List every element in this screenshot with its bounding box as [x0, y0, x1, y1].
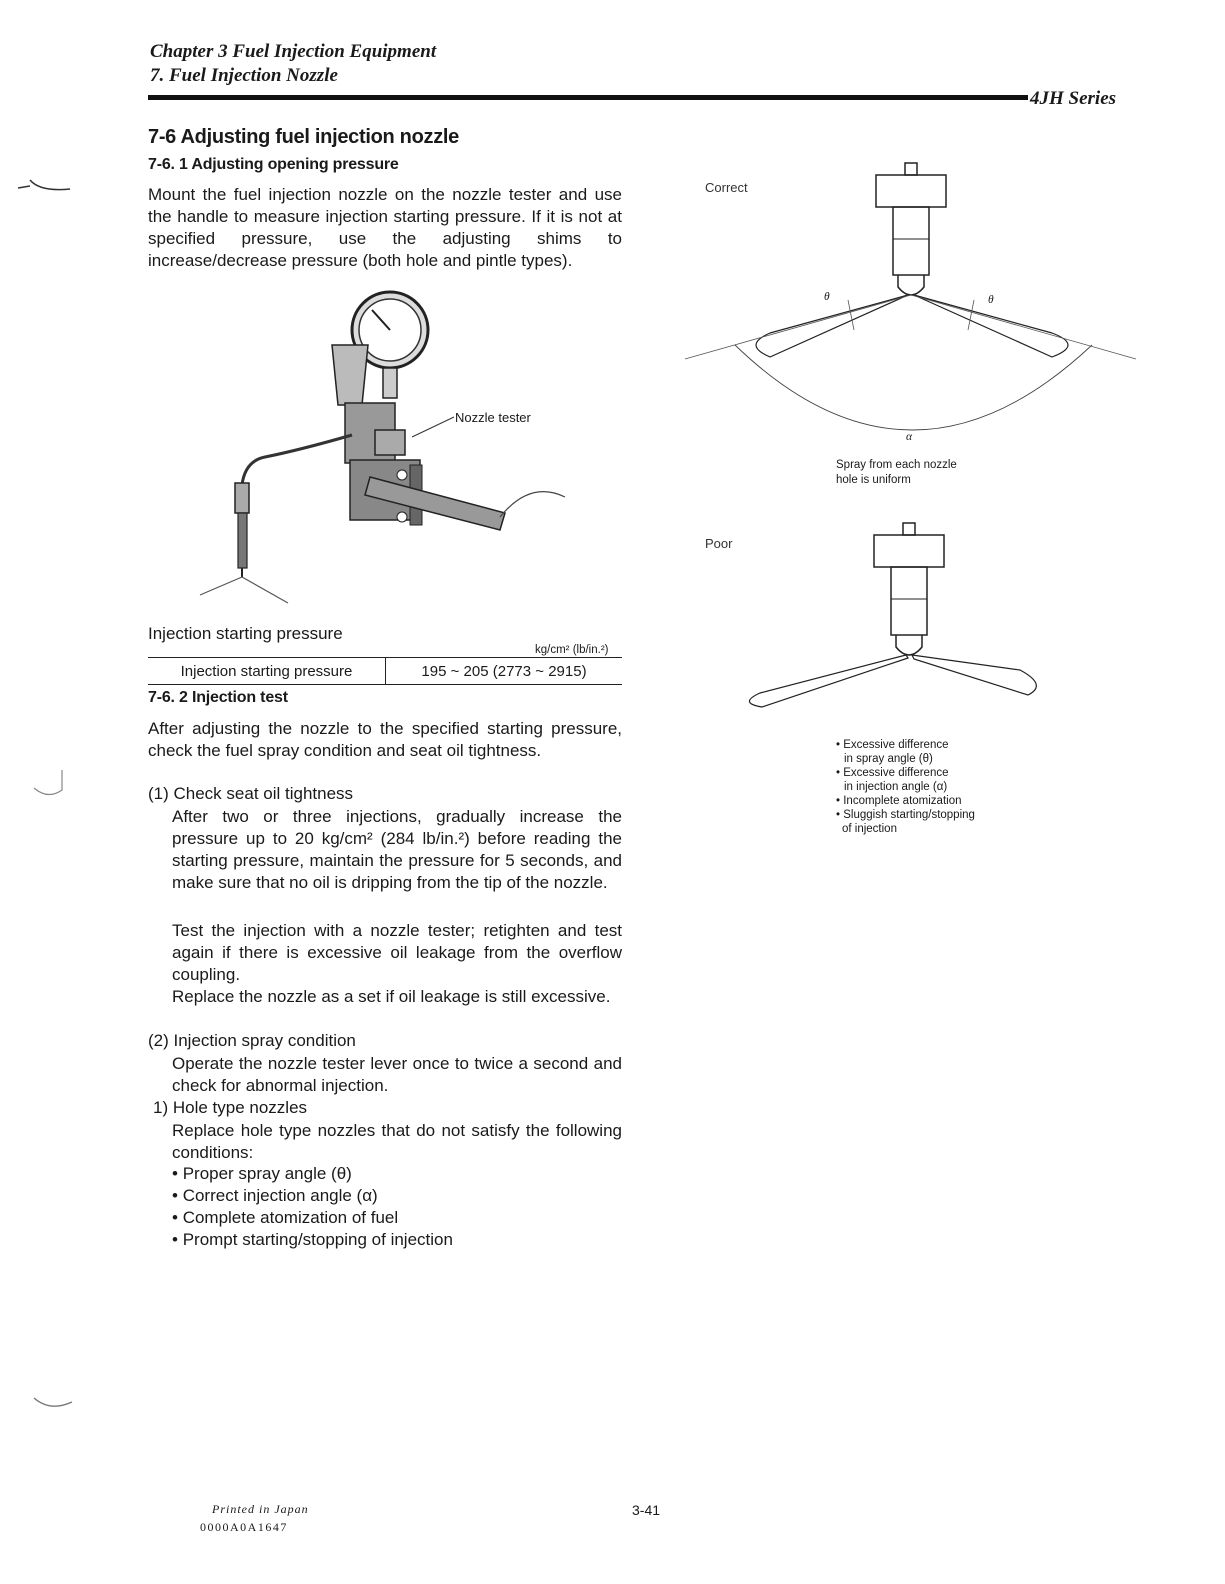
list-item: • Correct injection angle (α)	[172, 1185, 622, 1207]
item1-paragraph-3: Replace the nozzle as a set if oil leakage is still excessive.	[172, 987, 611, 1006]
poor-item: • Excessive difference	[836, 739, 949, 751]
poor-item: in spray angle (θ)	[844, 753, 933, 765]
poor-item: • Sluggish starting/stopping	[836, 809, 975, 821]
list-item: • Proper spray angle (θ)	[172, 1163, 622, 1185]
paragraph-injection-intro: After adjusting the nozzle to the specified starting pressure, check the fuel spray condition and seat oil tightness.	[148, 719, 622, 760]
alpha-label: α	[906, 431, 913, 443]
conditions-list	[172, 1163, 622, 1251]
poor-item: • Incomplete atomization	[836, 795, 962, 807]
item1-title: (1) Check seat oil tightness	[148, 784, 354, 803]
chapter-title: Chapter 3 Fuel Injection Equipment	[150, 41, 437, 62]
item2-sub-paragraph: Replace hole type nozzles that do not satisfy the following conditions:	[172, 1121, 622, 1162]
subsection-heading-1: 7-6. 1 Adjusting opening pressure	[148, 156, 399, 173]
correct-label: Correct	[705, 180, 748, 195]
item1-paragraph-1: After two or three injections, gradually increase the pressure up to 20 kg/cm² (284 lb/in.²) before reading the starting pressure, maintain the pressure for 5 seconds, and make sure that no oil is dripping from the tip of the nozzle.	[172, 807, 622, 892]
paragraph-opening-pressure: Mount the fuel injection nozzle on the nozzle tester and use the handle to measure injection starting pressure. If it is not at specified pressure, use the adjusting shims to increase/decrease pressure (both hole and pintle types).	[148, 185, 622, 270]
item2-paragraph: Operate the nozzle tester lever once to twice a second and check for abnormal injection.	[172, 1054, 622, 1095]
printed-in-japan: Printed in Japan	[212, 1502, 309, 1516]
page-number: 3-41	[632, 1502, 661, 1518]
item1-paragraph-2: Test the injection with a nozzle tester; retighten and test again if there is excessive oil leakage from the overflow coupling.	[172, 921, 622, 984]
item2-sub-title: 1) Hole type nozzles	[153, 1098, 308, 1117]
correct-caption-1: Spray from each nozzle	[836, 459, 957, 471]
correct-spray-diagram	[680, 155, 1140, 455]
binding-marks	[0, 0, 90, 1584]
series-label: 4JH Series	[1030, 88, 1117, 109]
spec-caption: Injection starting pressure	[148, 624, 343, 643]
section-title: 7. Fuel Injection Nozzle	[150, 65, 338, 86]
spec-row-value: 195 ~ 205 (2773 ~ 2915)	[386, 658, 623, 685]
spec-row-label: Injection starting pressure	[148, 658, 386, 685]
poor-spray-diagram	[730, 515, 1050, 715]
nozzle-tester-illustration	[180, 285, 600, 610]
subsection-heading-2: 7-6. 2 Injection test	[148, 689, 288, 706]
list-item: • Complete atomization of fuel	[172, 1207, 622, 1229]
item2-title: (2) Injection spray condition	[148, 1031, 356, 1050]
poor-item: in injection angle (α)	[844, 781, 948, 793]
poor-item: • Excessive difference	[836, 767, 949, 779]
list-item: • Prompt starting/stopping of injection	[172, 1229, 622, 1251]
header-rule	[148, 95, 1028, 100]
spec-units: kg/cm² (lb/in.²)	[535, 644, 609, 656]
spec-table	[148, 657, 622, 685]
poor-label: Poor	[705, 536, 733, 551]
correct-caption-2: hole is uniform	[836, 474, 911, 486]
nozzle-tester-label: Nozzle tester	[455, 410, 531, 425]
document-code: 0000A0A1647	[200, 1520, 288, 1534]
table-row	[148, 658, 622, 685]
theta-left: θ	[824, 291, 830, 303]
theta-right: θ	[988, 294, 994, 306]
section-heading: 7-6 Adjusting fuel injection nozzle	[148, 126, 459, 148]
poor-item: of injection	[842, 823, 897, 835]
poor-items	[836, 738, 975, 836]
